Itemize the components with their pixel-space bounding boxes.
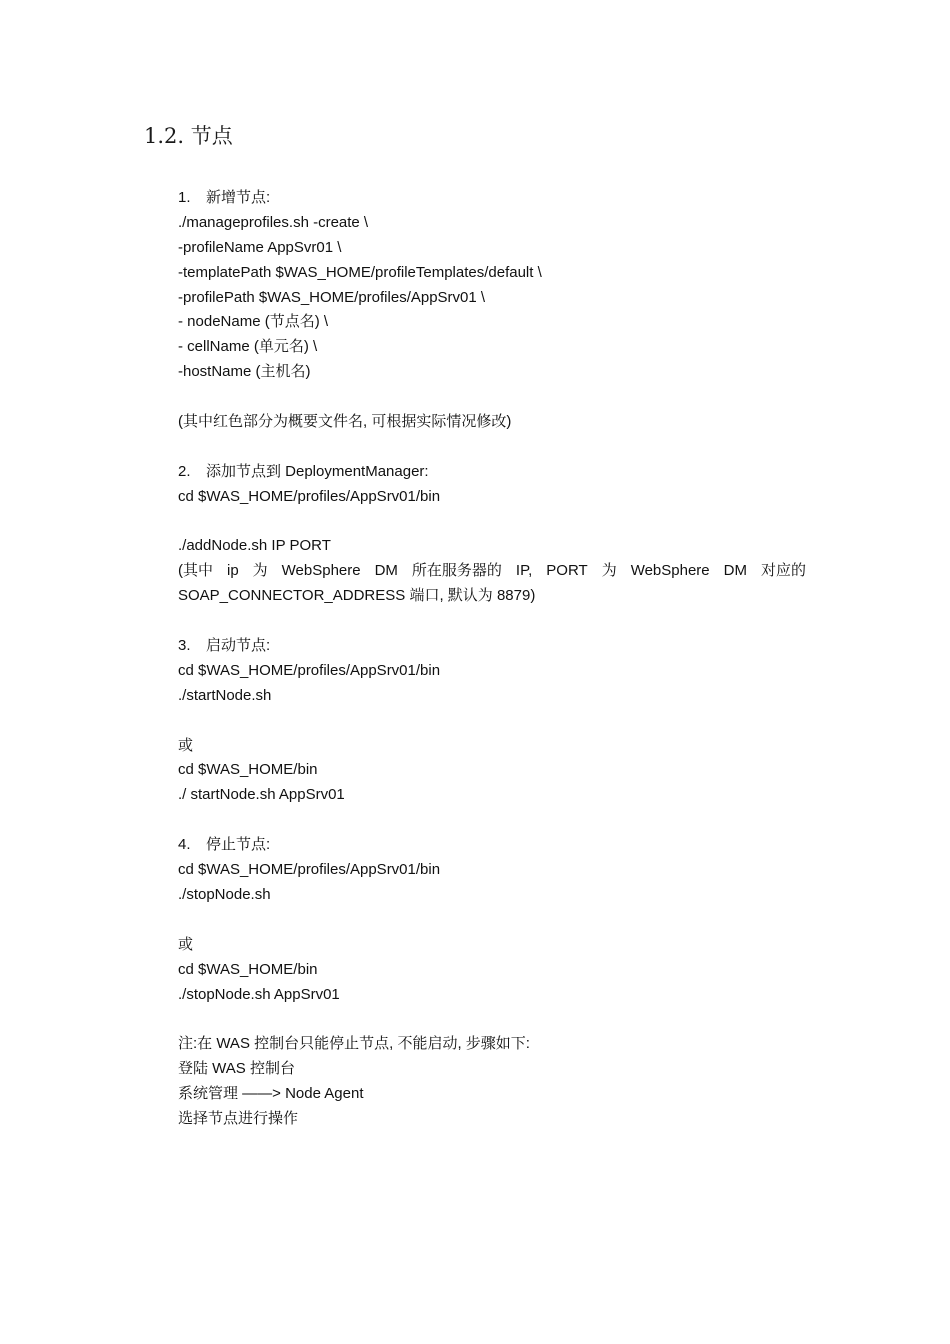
note-word: 为 (601, 562, 617, 580)
code-line: cd $WAS_HOME/profiles/AppSrv01/bin (178, 487, 441, 505)
note-word: ip (226, 562, 239, 580)
code-line: ./stopNode.sh AppSrv01 (178, 985, 340, 1003)
note-word: PORT (546, 562, 588, 580)
step-4-title (178, 833, 808, 858)
note-word: WebSphere (630, 562, 710, 580)
code-line: cd $WAS_HOME/profiles/AppSrv01/bin (178, 661, 441, 679)
note-word: DM (374, 562, 398, 580)
step-number: 2. (178, 462, 191, 480)
note-word: WebSphere (281, 562, 361, 580)
spacer (178, 1007, 808, 1032)
console-step: 系统管理 ——> Node Agent (178, 1085, 364, 1103)
or-label: 或 (178, 935, 194, 953)
code-line: cd $WAS_HOME/bin (178, 761, 318, 779)
step-title: 添加节点到 DeploymentManager: (206, 462, 429, 480)
step-2-note-line-1 (178, 559, 806, 584)
spacer (178, 908, 808, 933)
code-line: ./addNode.sh IP PORT (178, 537, 331, 555)
note-word: 对应的 (760, 562, 806, 580)
code-line: ./ startNode.sh AppSrv01 (178, 786, 345, 804)
note-word: IP, (515, 562, 533, 580)
code-line: -hostName (主机名) (178, 363, 311, 381)
note-word: 所在服务器的 (411, 562, 502, 580)
console-step: 选择节点进行操作 (178, 1109, 299, 1127)
step-3-title (178, 634, 808, 659)
spacer (178, 808, 808, 833)
code-line: -profilePath $WAS_HOME/profiles/AppSrv01 \ (178, 288, 486, 306)
code-line: ./stopNode.sh (178, 885, 271, 903)
spacer (178, 435, 808, 460)
step-title: 新增节点: (206, 189, 271, 206)
note-word: 为 (252, 562, 268, 580)
code-line: cd $WAS_HOME/bin (178, 960, 318, 978)
step-title: 启动节点: (206, 637, 271, 655)
code-line: ./startNode.sh (178, 686, 272, 704)
step-2-title (178, 460, 808, 485)
section-heading: 1.2. 节点 (144, 124, 233, 148)
step-number: 3. (178, 637, 191, 655)
step-number: 4. (178, 836, 191, 854)
code-line: ./manageprofiles.sh -create \ (178, 213, 369, 231)
code-line: - cellName (单元名) \ (178, 338, 318, 356)
code-line: cd $WAS_HOME/profiles/AppSrv01/bin (178, 861, 441, 879)
console-step: 登陆 WAS 控制台 (178, 1060, 295, 1078)
spacer (178, 510, 808, 535)
or-label: 或 (178, 736, 194, 754)
code-line: -templatePath $WAS_HOME/profileTemplates/default \ (178, 263, 542, 281)
step-2-note-line-2: SOAP_CONNECTOR_ADDRESS 端口, 默认为 8879) (178, 587, 536, 605)
code-line: -profileName AppSvr01 \ (178, 238, 342, 256)
spacer (178, 709, 808, 734)
document-body (178, 186, 808, 1132)
console-note: 注:在 WAS 控制台只能停止节点, 不能启动, 步骤如下: (178, 1035, 530, 1053)
note-word: (其中 (178, 562, 213, 580)
step-1-note: (其中红色部分为概要文件名, 可根据实际情况修改) (178, 413, 512, 431)
spacer (178, 609, 808, 634)
step-title: 停止节点: (206, 836, 271, 854)
step-number: 1. (178, 189, 191, 206)
spacer (178, 385, 808, 410)
step-1-title (178, 186, 808, 211)
note-word: DM (723, 562, 747, 580)
code-line: - nodeName (节点名) \ (178, 313, 329, 331)
